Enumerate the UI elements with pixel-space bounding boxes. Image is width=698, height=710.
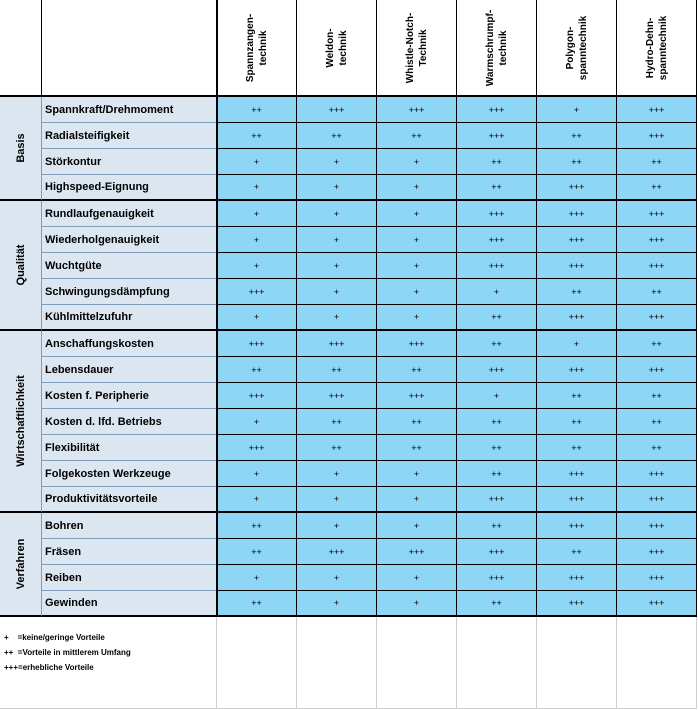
- rating-cell: ++: [457, 513, 537, 539]
- rating-cell: +: [297, 487, 377, 513]
- rating-cell: +++: [537, 487, 617, 513]
- rating-cell: +: [217, 253, 297, 279]
- column-header-text: Warmschrumpf- technik: [484, 9, 509, 86]
- rating-cell: +: [377, 305, 457, 331]
- empty-footer-cell: [457, 617, 537, 709]
- rating-cell: +++: [217, 331, 297, 357]
- rating-cell: ++: [537, 123, 617, 149]
- rating-cell: +++: [297, 97, 377, 123]
- rating-cell: +: [377, 461, 457, 487]
- rating-cell: +++: [457, 357, 537, 383]
- row-label: Reiben: [42, 565, 217, 591]
- rating-cell: +++: [537, 461, 617, 487]
- rating-cell: +: [297, 565, 377, 591]
- rating-cell: +: [297, 227, 377, 253]
- rating-cell: ++: [537, 409, 617, 435]
- rating-cell: +++: [457, 123, 537, 149]
- rating-cell: ++: [297, 435, 377, 461]
- rating-cell: ++: [457, 409, 537, 435]
- rating-cell: +++: [217, 383, 297, 409]
- rating-cell: +++: [297, 331, 377, 357]
- rating-cell: ++: [617, 409, 697, 435]
- row-label: Bohren: [42, 513, 217, 539]
- rating-cell: +: [377, 591, 457, 617]
- rating-cell: +++: [617, 97, 697, 123]
- rating-cell: +: [217, 487, 297, 513]
- rating-cell: +: [217, 461, 297, 487]
- rating-cell: +: [297, 513, 377, 539]
- rating-cell: +++: [377, 331, 457, 357]
- group-label-text: Basis: [14, 133, 27, 163]
- rating-cell: +: [377, 227, 457, 253]
- rating-cell: +: [377, 175, 457, 201]
- rating-cell: +++: [457, 227, 537, 253]
- rating-cell: ++: [457, 149, 537, 175]
- rating-cell: +: [297, 149, 377, 175]
- rating-cell: +: [217, 227, 297, 253]
- row-label: Highspeed-Eignung: [42, 175, 217, 201]
- row-label: Wuchtgüte: [42, 253, 217, 279]
- row-label: Rundlaufgenauigkeit: [42, 201, 217, 227]
- rating-cell: +: [297, 461, 377, 487]
- rating-cell: ++: [377, 357, 457, 383]
- rating-cell: +: [377, 253, 457, 279]
- group-label: [0, 201, 42, 331]
- rating-cell: ++: [537, 383, 617, 409]
- rating-cell: +: [377, 149, 457, 175]
- column-header-text: Polygon- spanntechnik: [564, 15, 589, 80]
- rating-cell: ++: [457, 435, 537, 461]
- row-label: Kosten f. Peripherie: [42, 383, 217, 409]
- empty-footer-cell: [297, 617, 377, 709]
- rating-cell: +++: [457, 201, 537, 227]
- column-header: [457, 0, 537, 97]
- rating-cell: +++: [537, 513, 617, 539]
- group-label: [0, 97, 42, 201]
- rating-cell: +: [297, 253, 377, 279]
- rating-cell: +++: [297, 539, 377, 565]
- rating-cell: +++: [537, 253, 617, 279]
- row-label: Radialsteifigkeit: [42, 123, 217, 149]
- rating-cell: ++: [217, 513, 297, 539]
- rating-cell: +++: [217, 279, 297, 305]
- rating-cell: ++: [377, 409, 457, 435]
- rating-cell: ++: [617, 279, 697, 305]
- rating-cell: +++: [617, 591, 697, 617]
- row-label: Produktivitätsvorteile: [42, 487, 217, 513]
- rating-cell: +: [217, 149, 297, 175]
- rating-cell: +++: [457, 487, 537, 513]
- empty-footer-cell: [617, 617, 697, 709]
- rating-cell: ++: [377, 435, 457, 461]
- row-label: Lebensdauer: [42, 357, 217, 383]
- rating-cell: +++: [377, 97, 457, 123]
- rating-cell: +: [537, 331, 617, 357]
- rating-cell: +: [297, 305, 377, 331]
- legend-entry: +++=erhebliche Vorteile: [4, 663, 94, 672]
- column-header: [617, 0, 697, 97]
- rating-cell: +++: [617, 357, 697, 383]
- rating-cell: ++: [617, 175, 697, 201]
- row-label: Wiederholgenauigkeit: [42, 227, 217, 253]
- legend-entry: ++ =Vorteile in mittlerem Umfang: [4, 648, 131, 657]
- empty-footer-cell: [377, 617, 457, 709]
- divider: [216, 0, 218, 617]
- rating-cell: ++: [217, 97, 297, 123]
- rating-cell: +: [297, 175, 377, 201]
- rating-cell: ++: [217, 591, 297, 617]
- rating-cell: +++: [617, 201, 697, 227]
- rating-cell: +++: [377, 539, 457, 565]
- row-label: Spannkraft/Drehmoment: [42, 97, 217, 123]
- rating-cell: +++: [537, 591, 617, 617]
- rating-cell: ++: [457, 175, 537, 201]
- group-label-text: Verfahren: [14, 538, 27, 590]
- header-label-blank: [42, 0, 217, 97]
- rating-cell: +++: [617, 461, 697, 487]
- rating-cell: +++: [537, 227, 617, 253]
- rating-cell: ++: [457, 305, 537, 331]
- rating-cell: +++: [617, 305, 697, 331]
- rating-cell: +: [537, 97, 617, 123]
- rating-cell: ++: [537, 435, 617, 461]
- rating-cell: +++: [377, 383, 457, 409]
- group-label-text: Wirtschaftlichkeit: [14, 375, 27, 467]
- row-label: Schwingungsdämpfung: [42, 279, 217, 305]
- column-header: [217, 0, 297, 97]
- rating-cell: +++: [537, 175, 617, 201]
- column-header-text: Whistle-Notch- Technik: [404, 12, 429, 83]
- row-label: Folgekosten Werkzeuge: [42, 461, 217, 487]
- rating-cell: +++: [457, 565, 537, 591]
- rating-cell: ++: [217, 123, 297, 149]
- row-label: Flexibilität: [42, 435, 217, 461]
- rating-cell: +: [377, 487, 457, 513]
- rating-cell: +++: [617, 565, 697, 591]
- rating-cell: +: [217, 565, 297, 591]
- rating-cell: +++: [617, 253, 697, 279]
- rating-cell: ++: [537, 539, 617, 565]
- rating-cell: ++: [297, 409, 377, 435]
- rating-cell: +++: [617, 513, 697, 539]
- rating-cell: +: [217, 201, 297, 227]
- group-label-text: Qualität: [14, 244, 27, 286]
- rating-cell: +++: [457, 253, 537, 279]
- rating-cell: +: [217, 409, 297, 435]
- rating-cell: +++: [537, 201, 617, 227]
- rating-cell: +: [217, 305, 297, 331]
- rating-cell: +: [217, 175, 297, 201]
- rating-cell: +++: [617, 539, 697, 565]
- rating-cell: ++: [217, 357, 297, 383]
- column-header-text: Hydro-Dehn- spanntechnik: [644, 15, 669, 80]
- column-header: [297, 0, 377, 97]
- rating-cell: ++: [537, 279, 617, 305]
- row-label: Fräsen: [42, 539, 217, 565]
- row-label: Kosten d. lfd. Betriebs: [42, 409, 217, 435]
- rating-cell: +: [457, 279, 537, 305]
- header-corner: [0, 0, 42, 97]
- rating-cell: +++: [217, 435, 297, 461]
- row-label: Störkontur: [42, 149, 217, 175]
- rating-cell: +++: [617, 123, 697, 149]
- rating-cell: ++: [297, 357, 377, 383]
- rating-cell: ++: [617, 383, 697, 409]
- legend-entry: + =keine/geringe Vorteile: [4, 633, 105, 642]
- rating-cell: ++: [457, 461, 537, 487]
- rating-cell: +++: [297, 383, 377, 409]
- row-label: Gewinden: [42, 591, 217, 617]
- rating-cell: ++: [457, 591, 537, 617]
- rating-cell: +++: [617, 487, 697, 513]
- rating-cell: +: [297, 201, 377, 227]
- rating-cell: +: [457, 383, 537, 409]
- rating-cell: ++: [297, 123, 377, 149]
- rating-cell: ++: [617, 331, 697, 357]
- rating-cell: +++: [537, 305, 617, 331]
- column-header: [377, 0, 457, 97]
- rating-cell: +++: [617, 227, 697, 253]
- rating-cell: +++: [537, 565, 617, 591]
- rating-cell: ++: [617, 149, 697, 175]
- rating-cell: ++: [457, 331, 537, 357]
- rating-cell: +: [297, 591, 377, 617]
- rating-cell: +++: [537, 357, 617, 383]
- column-header: [537, 0, 617, 97]
- rating-cell: ++: [537, 149, 617, 175]
- column-header-text: Spannzangen- technik: [244, 13, 269, 82]
- rating-cell: +: [377, 279, 457, 305]
- row-label: Kühlmittelzufuhr: [42, 305, 217, 331]
- group-label: [0, 513, 42, 617]
- rating-cell: +: [297, 279, 377, 305]
- rating-cell: +: [377, 201, 457, 227]
- empty-footer-cell: [537, 617, 617, 709]
- column-header-text: Weldon- technik: [324, 27, 349, 68]
- rating-cell: ++: [377, 123, 457, 149]
- row-label: Anschaffungskosten: [42, 331, 217, 357]
- rating-cell: +++: [457, 97, 537, 123]
- rating-cell: ++: [217, 539, 297, 565]
- empty-footer-cell: [217, 617, 297, 709]
- rating-cell: +++: [457, 539, 537, 565]
- rating-cell: +: [377, 565, 457, 591]
- rating-cell: +: [377, 513, 457, 539]
- rating-cell: ++: [617, 435, 697, 461]
- group-label: [0, 331, 42, 513]
